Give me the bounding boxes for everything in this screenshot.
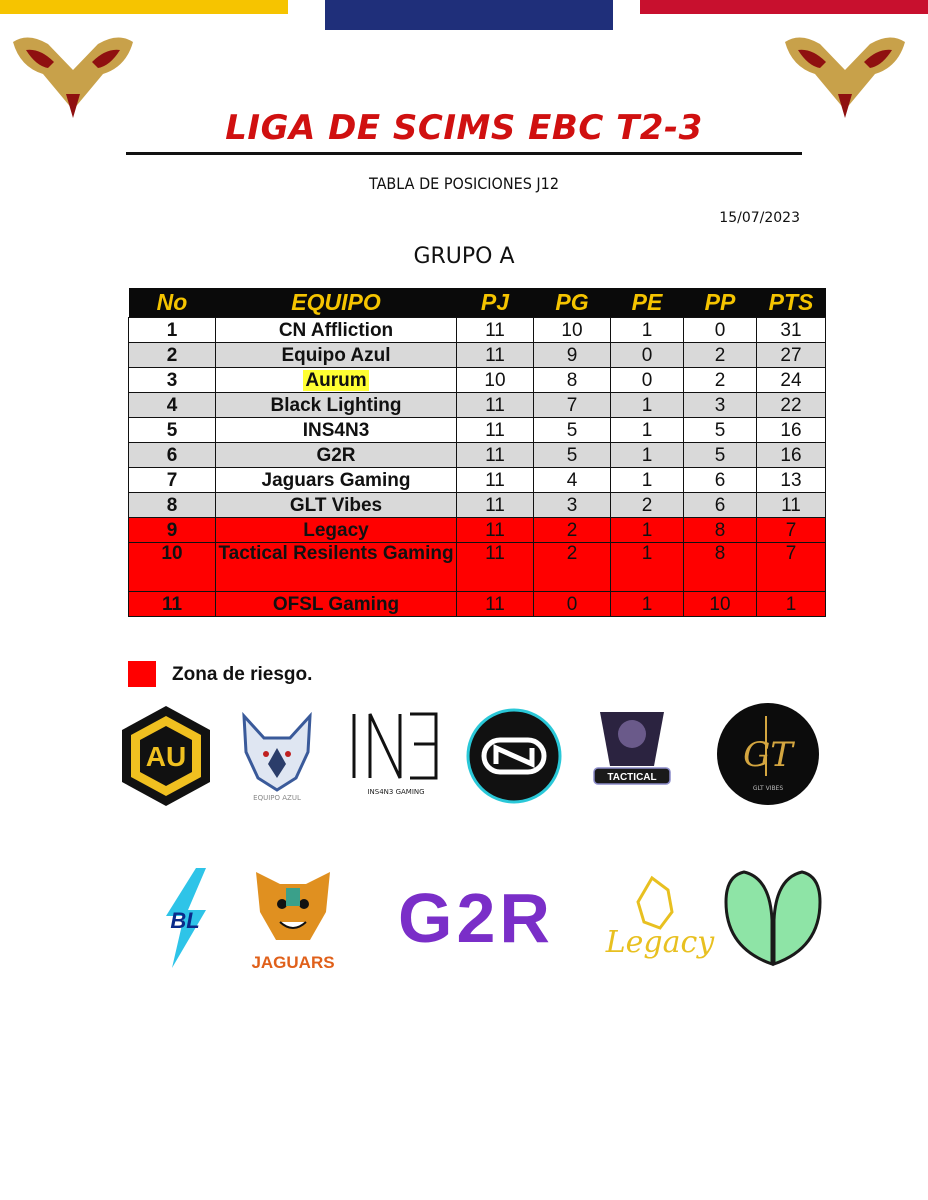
cell-pg: [534, 393, 611, 418]
cell-team-text: Jaguars Gaming: [261, 469, 411, 491]
risk-zone-label: Zona de riesgo.: [172, 664, 313, 685]
cell-no-text: 8: [166, 494, 178, 516]
cell-pp: [684, 443, 757, 468]
cell-pts: [757, 343, 826, 368]
cell-pe-text: 1: [641, 444, 653, 466]
tactical-logo: [590, 706, 674, 794]
cell-pp: [684, 368, 757, 393]
cell-pts: [757, 393, 826, 418]
cell-pg: [534, 418, 611, 443]
cell-team-text: G2R: [316, 444, 356, 466]
cell-pts-text: 22: [780, 394, 802, 416]
table-row: [129, 343, 826, 368]
cell-pj: [457, 393, 534, 418]
table-row: [129, 518, 826, 543]
equipo-azul-caption: EQUIPO AZUL: [253, 794, 301, 802]
cell-pts-text: 27: [780, 344, 802, 366]
cell-pts-text: 1: [785, 593, 797, 615]
cell-pts-text: 24: [780, 369, 802, 391]
cell-pp: [684, 318, 757, 343]
cell-no-text: 1: [166, 319, 178, 341]
ins4n3-caption: INS4N3 GAMING: [367, 788, 425, 796]
cell-pg-text: 0: [566, 593, 578, 615]
cell-pg: [534, 543, 611, 592]
cell-pj: [457, 543, 534, 592]
ins4n3-logo: [348, 708, 444, 800]
legacy-logo: [598, 872, 722, 968]
cell-pe-text: 1: [641, 543, 653, 564]
table-row: [129, 493, 826, 518]
cell-team-text: Tactical Resilents Gaming: [218, 543, 454, 564]
cell-pj-text: 11: [485, 469, 505, 491]
cell-pg-text: 3: [566, 494, 578, 516]
cell-pe-text: 1: [641, 419, 653, 441]
black-lighting-logo: [152, 866, 218, 970]
cell-pg: [534, 468, 611, 493]
column-header-equipo: EQUIPO: [216, 288, 457, 318]
cell-pts: [757, 592, 826, 617]
cell-pp-text: 2: [714, 369, 726, 391]
cell-pts-text: 16: [780, 419, 802, 441]
table-row: [129, 468, 826, 493]
cell-pe: [611, 343, 684, 368]
cell-team: [216, 543, 457, 592]
cell-pe-text: 2: [641, 494, 653, 516]
cell-pe-text: 0: [641, 344, 653, 366]
column-header-pp: PP: [684, 288, 757, 318]
cell-pp: [684, 592, 757, 617]
group-heading: GRUPO A: [413, 244, 515, 269]
cell-team-text: Black Lighting: [270, 394, 402, 416]
cell-pts-text: 11: [781, 494, 801, 516]
cell-no: [129, 493, 216, 518]
cell-pts: [757, 518, 826, 543]
table-row: [129, 368, 826, 393]
cell-pp-text: 2: [714, 344, 726, 366]
cell-pts: [757, 418, 826, 443]
cell-pp: [684, 343, 757, 368]
cell-pg-text: 5: [566, 444, 578, 466]
table-row: [129, 318, 826, 343]
cell-team: [216, 418, 457, 443]
column-header-pe: PE: [611, 288, 684, 318]
table-row: [129, 592, 826, 617]
cell-no-text: 9: [166, 519, 178, 541]
cell-pp: [684, 493, 757, 518]
black-lighting-logo-text: BL: [170, 908, 200, 933]
table-row: [129, 393, 826, 418]
cell-no: [129, 468, 216, 493]
cell-pg-text: 4: [566, 469, 578, 491]
cell-pe-text: 1: [641, 469, 653, 491]
column-header-pg: PG: [534, 288, 611, 318]
table-row: [129, 443, 826, 468]
cell-team: [216, 318, 457, 343]
aurum-logo: [118, 704, 214, 808]
cell-pj: [457, 443, 534, 468]
cell-pg-text: 2: [566, 543, 578, 564]
cell-pg: [534, 518, 611, 543]
cell-pg-text: 2: [566, 519, 578, 541]
cell-pp-text: 5: [714, 444, 726, 466]
cell-pj-text: 11: [485, 444, 505, 466]
cell-pe: [611, 318, 684, 343]
cell-pj-text: 11: [485, 519, 505, 541]
cell-pe-text: 0: [641, 369, 653, 391]
cell-pts: [757, 368, 826, 393]
cell-pj-text: 11: [485, 543, 505, 564]
ofsl-gaming-logo: [722, 868, 824, 970]
cell-no-text: 7: [166, 469, 178, 491]
cell-no: [129, 518, 216, 543]
cell-pp: [684, 393, 757, 418]
column-header-no: No: [129, 288, 216, 318]
page-title: LIGA DE SCIMS EBC T2-3: [225, 108, 703, 148]
cell-no: [129, 343, 216, 368]
top-bar-red: [640, 0, 928, 14]
cell-pj: [457, 592, 534, 617]
cell-no-text: 6: [166, 444, 178, 466]
cell-pp: [684, 418, 757, 443]
cell-pj-text: 11: [485, 344, 505, 366]
table-row: [129, 418, 826, 443]
tactical-logo-text: TACTICAL: [607, 772, 657, 783]
aurum-logo-text: AU: [145, 741, 187, 772]
cell-pj: [457, 493, 534, 518]
glt-vibes-logo: [716, 702, 820, 806]
cell-no-text: 11: [161, 593, 183, 615]
cell-pj-text: 11: [485, 494, 505, 516]
cell-pe: [611, 418, 684, 443]
cell-pts-text: 7: [785, 543, 797, 564]
cell-team-text: Aurum: [305, 369, 367, 391]
cell-team: [216, 493, 457, 518]
cn-affliction-logo: [466, 708, 562, 804]
cell-pj-text: 11: [485, 394, 505, 416]
cell-no: [129, 368, 216, 393]
cell-pe: [611, 368, 684, 393]
cell-pp: [684, 543, 757, 592]
report-date: 15/07/2023: [719, 210, 800, 226]
cell-pg-text: 8: [566, 369, 578, 391]
cell-team-text: OFSL Gaming: [272, 593, 400, 615]
cell-pe: [611, 468, 684, 493]
cell-pe: [611, 543, 684, 592]
cell-pts-text: 13: [780, 469, 802, 491]
cell-no-text: 3: [166, 369, 178, 391]
cell-no-text: 5: [166, 419, 178, 441]
cell-pe: [611, 493, 684, 518]
cell-pp-text: 3: [714, 394, 726, 416]
cell-pe-text: 1: [641, 319, 653, 341]
jaguars-logo: [236, 862, 350, 974]
cell-team: [216, 518, 457, 543]
cell-pp-text: 8: [714, 543, 726, 564]
cell-pe: [611, 518, 684, 543]
cell-team-text: Equipo Azul: [281, 344, 391, 366]
cell-team: [216, 343, 457, 368]
cell-pe-text: 1: [641, 593, 653, 615]
cell-pg: [534, 592, 611, 617]
cell-team: [216, 368, 457, 393]
cell-no-text: 4: [166, 394, 178, 416]
table-row: [129, 543, 826, 592]
cell-pj-text: 10: [484, 369, 506, 391]
cell-no: [129, 393, 216, 418]
cell-pg: [534, 343, 611, 368]
cell-pts-text: 7: [785, 519, 797, 541]
cell-pe-text: 1: [641, 519, 653, 541]
cell-pp-text: 5: [714, 419, 726, 441]
cell-no: [129, 543, 216, 592]
cell-pg-text: 9: [566, 344, 578, 366]
cell-pj: [457, 343, 534, 368]
cell-team-text: INS4N3: [302, 419, 370, 441]
g2r-logo-text: G2R: [398, 884, 554, 950]
cell-pj-text: 11: [485, 319, 505, 341]
jaguars-logo-text: JAGUARS: [251, 953, 335, 972]
cell-pj: [457, 318, 534, 343]
cell-pj: [457, 368, 534, 393]
cell-team: [216, 592, 457, 617]
cell-pj-text: 11: [485, 593, 505, 615]
cell-team-text: GLT Vibes: [289, 494, 383, 516]
cell-pg: [534, 318, 611, 343]
cell-pg-text: 7: [566, 394, 578, 416]
standings-table: [128, 288, 826, 617]
cell-pp-text: 0: [714, 319, 726, 341]
cell-pe-text: 1: [641, 394, 653, 416]
cell-team-text: Legacy: [303, 519, 369, 541]
cell-pts: [757, 493, 826, 518]
cell-pe: [611, 393, 684, 418]
equipo-azul-logo: [230, 708, 324, 802]
table-header-row: [129, 288, 826, 318]
top-bar-blue: [325, 0, 613, 30]
cell-pp-text: 10: [709, 593, 731, 615]
column-header-pts: PTS: [757, 288, 826, 318]
page-subtitle: TABLA DE POSICIONES J12: [369, 174, 559, 193]
cell-team: [216, 443, 457, 468]
cell-pg: [534, 493, 611, 518]
cell-pe: [611, 443, 684, 468]
glt-caption: GLT VIBES: [752, 785, 784, 792]
cell-pts-text: 16: [780, 444, 802, 466]
cell-pj-text: 11: [485, 419, 505, 441]
cell-team: [216, 468, 457, 493]
cell-pe: [611, 592, 684, 617]
cell-no: [129, 418, 216, 443]
cell-pg-text: 10: [561, 319, 583, 341]
column-header-pj: PJ: [457, 288, 534, 318]
cell-pts: [757, 543, 826, 592]
cell-pts-text: 31: [780, 319, 802, 341]
cell-pg: [534, 368, 611, 393]
cell-pp: [684, 468, 757, 493]
cell-pj: [457, 418, 534, 443]
cell-pg-text: 5: [566, 419, 578, 441]
svg-text:GT: GT: [743, 735, 793, 775]
cell-pp: [684, 518, 757, 543]
cell-pj: [457, 518, 534, 543]
cell-pp-text: 8: [714, 519, 726, 541]
risk-zone-swatch: [128, 661, 156, 687]
title-divider: [126, 152, 802, 155]
cell-no-text: 10: [161, 543, 183, 564]
cell-no: [129, 443, 216, 468]
legacy-logo-text: Legacy: [605, 925, 715, 960]
top-bar-yellow: [0, 0, 288, 14]
cell-pts: [757, 318, 826, 343]
cell-pg: [534, 443, 611, 468]
cell-no-text: 2: [166, 344, 178, 366]
cell-pp-text: 6: [714, 469, 726, 491]
cell-pp-text: 6: [714, 494, 726, 516]
cell-team: [216, 393, 457, 418]
cell-no: [129, 592, 216, 617]
cell-pts: [757, 468, 826, 493]
cell-team-text: CN Affliction: [278, 319, 394, 341]
cell-no: [129, 318, 216, 343]
g2r-logo: [366, 884, 586, 950]
cell-pts: [757, 443, 826, 468]
cell-pj: [457, 468, 534, 493]
standings-body: [129, 318, 826, 617]
